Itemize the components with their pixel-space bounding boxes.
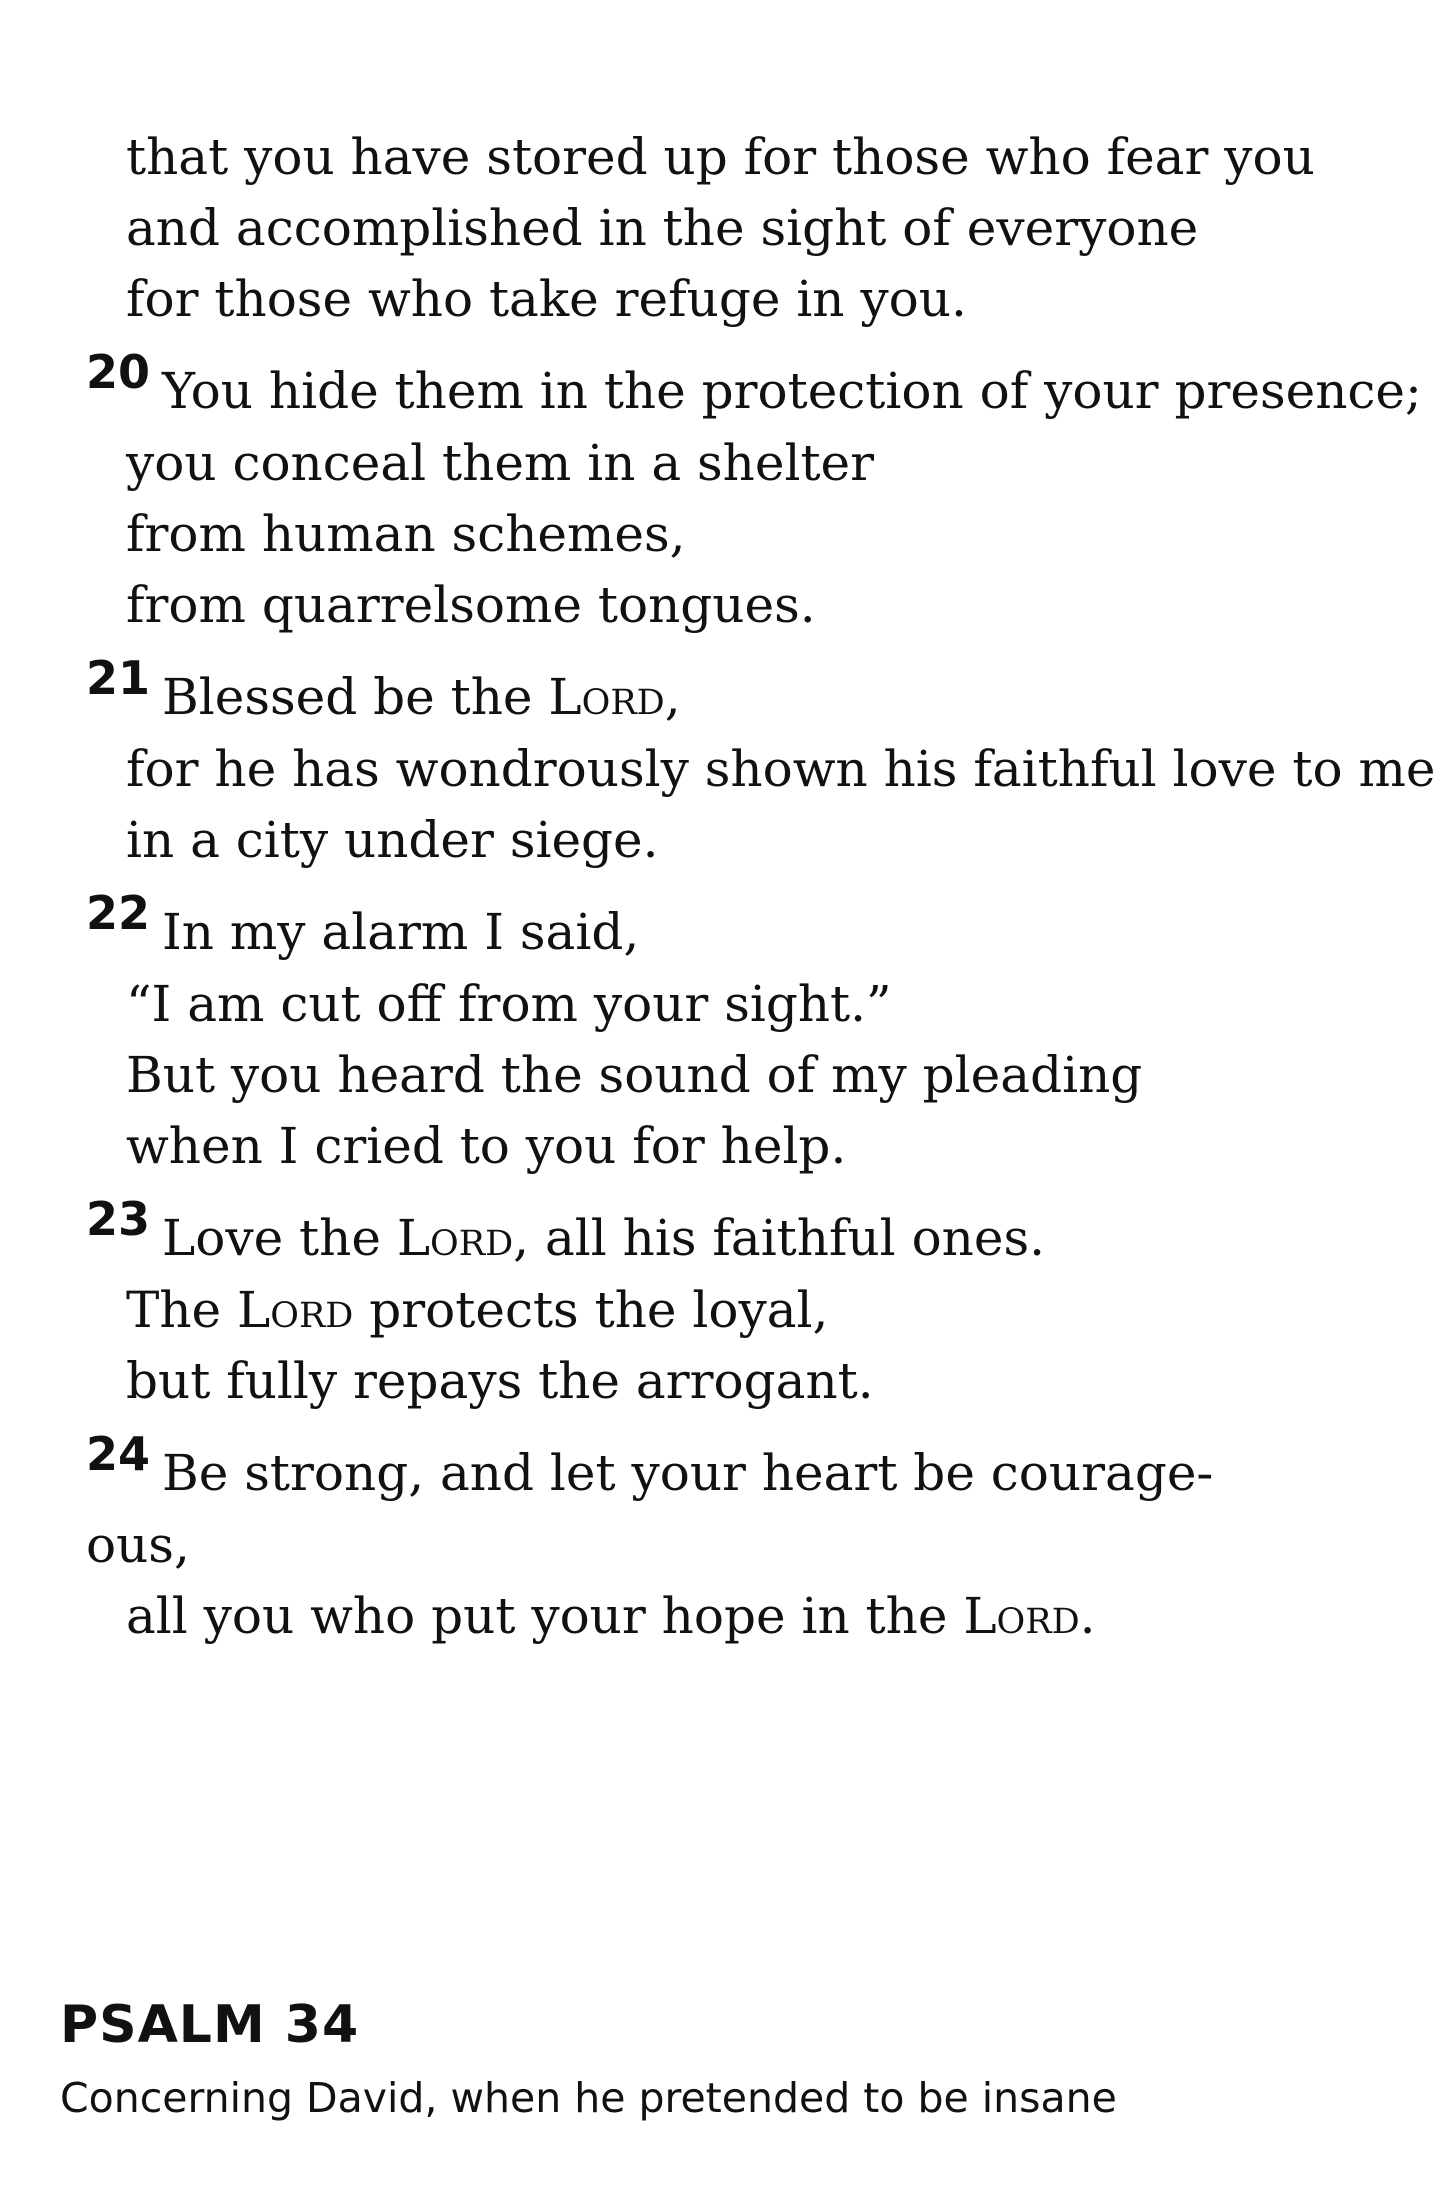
- verse-23-line: but fully repays the arrogant.: [126, 1352, 874, 1410]
- verse-20-line: from quarrelsome tongues.: [126, 576, 816, 634]
- verse-24-line: 24 Be strong, and let your heart be courage-: [86, 1427, 1214, 1502]
- verse-22-line: 22 In my alarm I said,: [86, 886, 640, 961]
- verse-24-line: ous,: [86, 1516, 190, 1574]
- verse-21-line: in a city under siege.: [126, 811, 659, 869]
- verse-21-line: for he has wondrously shown his faithful love to me: [126, 740, 1435, 798]
- verse-number-23: 23: [86, 1192, 151, 1246]
- verse-23-line: 23 Love the Lord, all his faithful ones.: [86, 1192, 1046, 1267]
- psalm-superscription: Concerning David, when he pretended to be insane: [60, 2074, 1117, 2122]
- divine-name: Lord: [237, 1281, 354, 1339]
- verse-23-line: The Lord protects the loyal,: [126, 1281, 829, 1339]
- divine-name: Lord: [963, 1587, 1080, 1645]
- verse-19-line: that you have stored up for those who fear you: [126, 128, 1315, 186]
- verse-22-line: when I cried to you for help.: [126, 1117, 847, 1175]
- verse-number-22: 22: [86, 886, 151, 940]
- verse-24-line: all you who put your hope in the Lord.: [126, 1587, 1096, 1645]
- verse-20-line: from human schemes,: [126, 505, 686, 563]
- divine-name: Lord: [548, 668, 665, 726]
- verse-21-line: 21 Blessed be the Lord,: [86, 651, 681, 726]
- verse-20-line: you conceal them in a shelter: [126, 434, 875, 492]
- verse-19-line: and accomplished in the sight of everyone: [126, 199, 1199, 257]
- verse-19-line: for those who take refuge in you.: [126, 270, 967, 328]
- verse-22-line: “I am cut off from your sight.”: [126, 975, 892, 1033]
- verse-number-20: 20: [86, 345, 151, 399]
- verse-22-line: But you heard the sound of my pleading: [126, 1046, 1143, 1104]
- verse-number-21: 21: [86, 651, 151, 705]
- psalm-heading: PSALM 34: [60, 1995, 360, 2055]
- verse-number-24: 24: [86, 1427, 151, 1481]
- verse-20-line: 20 You hide them in the protection of your presence;: [86, 345, 1422, 420]
- psalm-33-passage: [86, 122, 1435, 1652]
- divine-name: Lord: [396, 1209, 514, 1267]
